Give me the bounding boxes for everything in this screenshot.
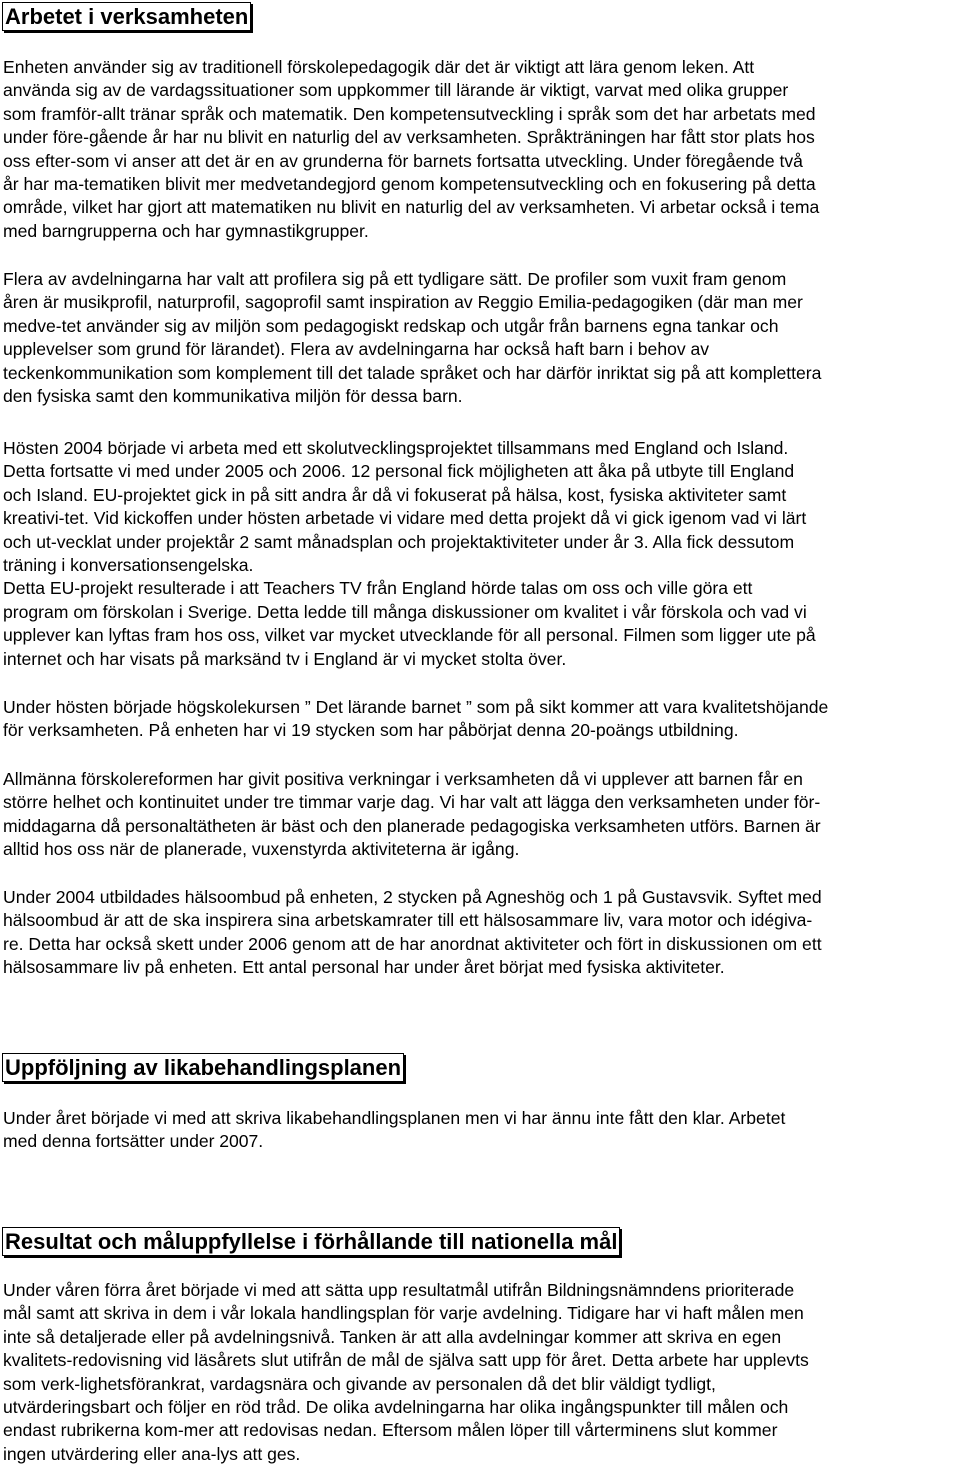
text-line: upplevelser som grund för lärandet). Flera av avdelningarna har också haft barn i behov av bbox=[3, 339, 710, 360]
text-line: under före-gående år har nu blivit en naturlig del av verksamheten. Språkträningen har fått stor plats hos bbox=[3, 127, 815, 148]
text-line: med denna fortsätter under 2007. bbox=[3, 1131, 264, 1152]
text-line: Flera av avdelningarna har valt att profilera sig på ett tydligare sätt. De profiler som vuxit fram genom bbox=[3, 269, 787, 289]
text-line: Under våren förra året började vi med att sätta upp resultatmål utifrån Bildningsnämndens prioriterade bbox=[3, 1280, 795, 1300]
text-line: Enheten använder sig av traditionell förskolepedagogik där det är viktigt att lära genom leken. Att bbox=[3, 57, 755, 77]
text-line: hälsoombud är att de ska inspirera sina arbetskamrater till ett hälsosammare liv, vara motor och idégiva- bbox=[3, 910, 813, 931]
text-line: upplever kan lyftas fram hos oss, vilket var mycket utvecklande för all personal. Filmen som ligger ute på bbox=[3, 625, 816, 646]
section-heading-uppfoljning: Uppföljning av likabehandlingsplanen bbox=[2, 1053, 404, 1082]
text-line: teckenkommunikation som komplement till det talade språket och har därför inriktat sig på att komplettera bbox=[3, 362, 822, 383]
text-line: Under året började vi med att skriva likabehandlingsplanen men vi har ännu inte fått den klar. Arbetet bbox=[3, 1108, 786, 1128]
paragraph-arbetet-3 bbox=[3, 437, 958, 671]
text-line: större helhet och kontinuitet under tre timmar varje dag. Vi har valt att lägga den verksamheten under för- bbox=[3, 792, 821, 813]
text-line: program om förskolan i Sverige. Detta ledde till många diskussioner om kvalitet i vår förskola och vad vi bbox=[3, 601, 807, 622]
text-line: och Island. EU-projektet gick in på sitt andra år då vi fokuserat på hälsa, kost, fysiska aktiviteter samt bbox=[3, 484, 787, 505]
paragraph-arbetet-1 bbox=[3, 56, 958, 243]
text-line: som verk-lighetsförankrat, vardagsnära och givande av personalen då det blir väldigt tydligt, bbox=[3, 1373, 716, 1394]
paragraph-arbetet-4 bbox=[3, 696, 958, 743]
text-line: Detta EU-projekt resulterade i att Teachers TV från England hörde talas om oss och ville göra ett bbox=[3, 578, 753, 599]
text-line: träning i konversationsengelska. bbox=[3, 555, 254, 576]
text-line: Detta fortsatte vi med under 2005 och 2006. 12 personal fick möjligheten att åka på utbyte till England bbox=[3, 461, 795, 482]
paragraph-arbetet-5 bbox=[3, 768, 958, 862]
text-line: kvalitets-redovisning vid läsårets slut utifrån de mål de själva satt upp för året. Detta arbete har upplevts bbox=[3, 1350, 809, 1371]
text-line: re. Detta har också skett under 2006 genom att de har anordnat aktiviteter och fört in diskussionen om ett bbox=[3, 933, 822, 954]
text-line: den fysiska samt den kommunikativa miljön för dessa barn. bbox=[3, 386, 463, 407]
paragraph-resultat-1 bbox=[3, 1279, 958, 1466]
paragraph-arbetet-2 bbox=[3, 268, 958, 408]
text-line: år har ma-tematiken blivit mer medvetandegjord genom kompetensutveckling och en fokusering på detta bbox=[3, 174, 816, 195]
text-line: oss efter-som vi anser att det är en av grunderna för barnets fortsatta utveckling. Under föregående två bbox=[3, 150, 803, 171]
text-line: mål samt att skriva in dem i vår lokala handlingsplan för varje avdelning. Tidigare har vi haft målen men bbox=[3, 1303, 804, 1324]
text-line: middagarna då personaltätheten är bäst och den planerade pedagogiska verksamheten utförs. Barnen är bbox=[3, 815, 821, 836]
text-line: inte så detaljerade eller på avdelningsnivå. Tanken är att alla avdelningar kommer att skriva en egen bbox=[3, 1326, 782, 1347]
section-heading-resultat: Resultat och måluppfyllelse i förhållande till nationella mål bbox=[2, 1227, 620, 1256]
text-line: och ut-vecklat under projektår 2 samt månadsplan och projektaktiviteter under år 3. Alla fick dessutom bbox=[3, 531, 795, 552]
text-line: alltid hos oss när de planerade, vuxenstyrda aktiviteterna är igång. bbox=[3, 839, 520, 860]
text-line: område, vilket har gjort att matematiken nu blivit en naturlig del av verksamheten. Vi arbetar också i tema bbox=[3, 197, 820, 218]
text-line: som framför-allt tränar språk och matematik. Den kompetensutveckling i språk som det har arbetats med bbox=[3, 103, 816, 124]
text-line: för verksamheten. På enheten har vi 19 stycken som har påbörjat denna 20-poängs utbildning. bbox=[3, 720, 739, 741]
text-line: ingen utvärdering eller ana-lys att ges. bbox=[3, 1443, 301, 1464]
text-line: kreativi-tet. Vid kickoffen under hösten arbetade vi vidare med detta projekt då vi gick igenom vad vi lärt bbox=[3, 508, 807, 529]
text-line: utvärderingsbart och följer en röd tråd. De olika avdelningarna har olika ingångspunkter till målen och bbox=[3, 1397, 789, 1418]
text-line: använda sig av de vardagssituationer som uppkommer till lärande är viktigt, varvat med olika grupper bbox=[3, 80, 789, 101]
section-heading-arbetet: Arbetet i verksamheten bbox=[2, 2, 251, 31]
text-line: Under hösten började högskolekursen ” Det lärande barnet ” som på sikt kommer att vara kvalitetshöjande bbox=[3, 697, 829, 717]
text-line: med barngrupperna och har gymnastikgrupper. bbox=[3, 220, 369, 241]
text-line: internet och har visats på marksänd tv i England är vi mycket stolta över. bbox=[3, 648, 567, 669]
text-line: Under 2004 utbildades hälsoombud på enheten, 2 stycken på Agneshög och 1 på Gustavsvik. Syftet med bbox=[3, 887, 822, 907]
text-line: medve-tet använder sig av miljön som pedagogiskt redskap och utgår från barnens egna tankar och bbox=[3, 315, 779, 336]
text-line: endast rubrikerna kom-mer att redovisas nedan. Eftersom målen löper till vårterminens slut kommer bbox=[3, 1420, 778, 1441]
text-line: Allmänna förskolereformen har givit positiva verkningar i verksamheten då vi upplever att barnen får en bbox=[3, 769, 803, 789]
paragraph-arbetet-6 bbox=[3, 886, 958, 980]
paragraph-uppfoljning-1 bbox=[3, 1107, 958, 1154]
text-line: åren är musikprofil, naturprofil, sagoprofil samt inspiration av Reggio Emilia-pedagogiken (där man mer bbox=[3, 292, 803, 313]
text-line: Hösten 2004 började vi arbeta med ett skolutvecklingsprojektet tillsammans med England och Island. bbox=[3, 438, 789, 458]
text-line: hälsosammare liv på enheten. Ett antal personal har under året börjat med fysiska aktiviteter. bbox=[3, 957, 725, 978]
